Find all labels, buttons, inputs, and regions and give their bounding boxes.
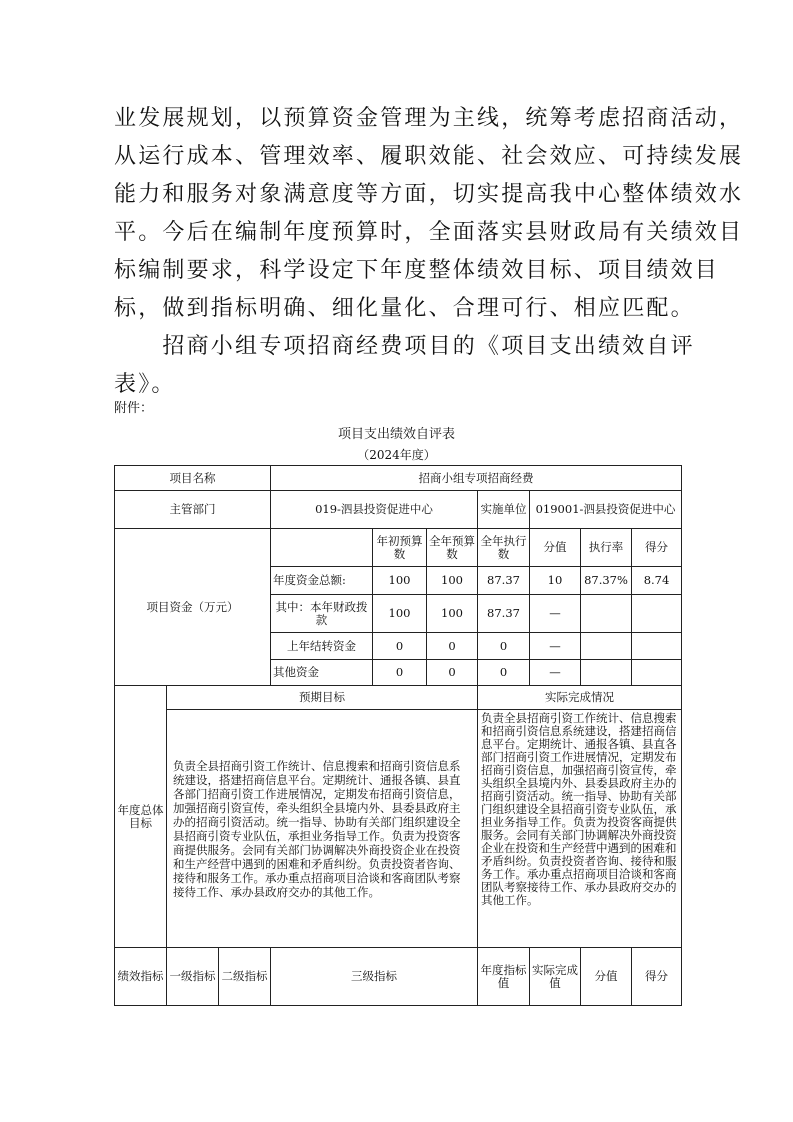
paragraph-line: 招商小组专项招商经费项目的《项目支出绩效自评 <box>114 334 695 359</box>
fund-row-score-value: — <box>530 633 581 660</box>
level2-header: 二级指标 <box>219 948 271 1006</box>
fund-row-score-value: — <box>530 660 581 686</box>
indicator-header: 绩效指标 <box>115 948 167 1006</box>
fund-label: 项目资金（万元） <box>115 529 271 686</box>
fund-header-row <box>115 529 682 567</box>
fund-header-score: 得分 <box>632 529 682 567</box>
fund-row-score <box>632 633 682 660</box>
impl-unit-value: 019001-泗县投资促进中心 <box>530 491 682 529</box>
fund-header-exec-rate: 执行率 <box>581 529 632 567</box>
fund-row-label: 年度资金总额: <box>271 567 373 595</box>
expected-goal-text <box>167 710 478 948</box>
project-name-label: 项目名称 <box>115 466 271 491</box>
fund-row-annual: 0 <box>427 633 478 660</box>
project-name-row <box>115 466 682 491</box>
fund-row-exec-rate <box>581 660 632 686</box>
fund-row-executed: 87.37 <box>478 595 530 633</box>
fund-header-annual: 全年预算数 <box>427 529 478 567</box>
fund-row-annual: 100 <box>427 567 478 595</box>
fund-row-score: 8.74 <box>632 567 682 595</box>
fund-row-initial: 0 <box>373 660 427 686</box>
impl-unit-label: 实施单位 <box>478 491 530 529</box>
goal-content-row <box>115 710 682 948</box>
fund-row-score-value: 10 <box>530 567 581 595</box>
score-header: 得分 <box>632 948 682 1006</box>
goal-label: 年度总体目标 <box>115 686 167 948</box>
form-title: 项目支出绩效自评表 <box>337 427 455 442</box>
paragraph-line: 表》。 <box>114 372 176 397</box>
paragraph-line: 能力和服务对象满意度等方面，切实提高我中心整体绩效水 <box>114 182 744 207</box>
paragraph-line: 从运行成本、管理效率、履职效能、社会效应、可持续发展 <box>114 144 744 169</box>
fund-row-exec-rate <box>581 633 632 660</box>
actual-text: 负责全县招商引资工作统计、信息搜索和招商引资信息系统建设，搭建招商信息平台。定期统计、通报各镇、县直各部门招商引资工作进展情况，定期发布招商引资信息，加强招商引资宣传，牵头组织全县境内外、县委县政府主办的招商引资活动。统一指导、协助有关部门组织建设全县招商引资专业队伍，承担业务指导工作。负责为投资客商提供服务。会同有关部门协调解决外商投资企业在投资和生产经营中遇到的困难和矛盾纠纷。负责投资者咨询、接待和服务工作。承办重点招商项目洽谈和客商团队考察接待工作、承办县政府交办的其他工作。 <box>478 710 682 948</box>
score-value-header: 分值 <box>581 948 632 1006</box>
actual-header: 实际完成情况 <box>478 686 682 710</box>
fund-row-score <box>632 595 682 633</box>
dept-row <box>115 491 682 529</box>
goal-header-row <box>115 686 682 710</box>
fund-row-executed: 0 <box>478 660 530 686</box>
paragraph-line: 业发展规划，以预算资金管理为主线，统筹考虑招商活动， <box>114 106 744 131</box>
fund-header-blank <box>271 529 373 567</box>
fund-row-initial: 0 <box>373 633 427 660</box>
paragraph-line: 标编制要求，科学设定下年度整体绩效目标、项目绩效目 <box>114 258 720 283</box>
level3-header: 三级指标 <box>271 948 478 1006</box>
fund-row-score-value: — <box>530 595 581 633</box>
fund-row-annual: 100 <box>427 595 478 633</box>
fund-row-label: 其他资金 <box>271 660 373 686</box>
self-evaluation-table <box>114 465 682 1006</box>
dept-label: 主管部门 <box>115 491 271 529</box>
paragraph-line: 平。今后在编制年度预算时，全面落实县财政局有关绩效目 <box>114 220 744 245</box>
fund-row-executed: 0 <box>478 633 530 660</box>
fund-row-label: 其中：本年财政拨款 <box>271 595 373 633</box>
fund-header-initial: 年初预算数 <box>373 529 427 567</box>
annual-value-header: 年度指标值 <box>478 948 530 1006</box>
expected-goal-header: 预期目标 <box>167 686 478 710</box>
level1-header: 一级指标 <box>167 948 219 1006</box>
attachment-label: 附件： <box>114 401 154 416</box>
body-paragraph-2 <box>114 328 694 404</box>
form-year: （2024年度） <box>357 448 436 462</box>
fund-row-exec-rate <box>581 595 632 633</box>
indicator-header-row <box>115 948 682 1006</box>
fund-header-score-value: 分值 <box>530 529 581 567</box>
fund-row-exec-rate: 87.37% <box>581 567 632 595</box>
actual-value-header: 实际完成值 <box>530 948 581 1006</box>
fund-row-initial: 100 <box>373 567 427 595</box>
fund-row-initial: 100 <box>373 595 427 633</box>
fund-row-annual: 0 <box>427 660 478 686</box>
fund-header-executed: 全年执行数 <box>478 529 530 567</box>
project-name-value: 招商小组专项招商经费 <box>271 466 682 491</box>
expected-goal-paragraph: 负责全县招商引资工作统计、信息搜索和招商引资信息系统建设，搭建招商信息平台。定期统计、通报各镇、县直各部门招商引资工作进展情况，定期发布招商引资信息，加强招商引资宣传，牵头组织全县境内外、县委县政府主办的招商引资活动。统一指导、协助有关部门组织建设全县招商引资专业队伍，承担业务指导工作。负责为投资客商提供服务。会同有关部门协调解决外商投资企业在投资和生产经营中遇到的困难和矛盾纠纷。负责投资者咨询、接待和服务工作。承办重点招商项目洽谈和客商团队考察接待工作、承办县政府交办的其他工作。 <box>173 758 461 899</box>
fund-row-label: 上年结转资金 <box>271 633 373 660</box>
fund-row-score <box>632 660 682 686</box>
fund-row-executed: 87.37 <box>478 567 530 595</box>
dept-value: 019-泗县投资促进中心 <box>271 491 478 529</box>
body-paragraph-1 <box>114 100 744 328</box>
paragraph-line: 标，做到指标明确、细化量化、合理可行、相应匹配。 <box>114 296 695 321</box>
